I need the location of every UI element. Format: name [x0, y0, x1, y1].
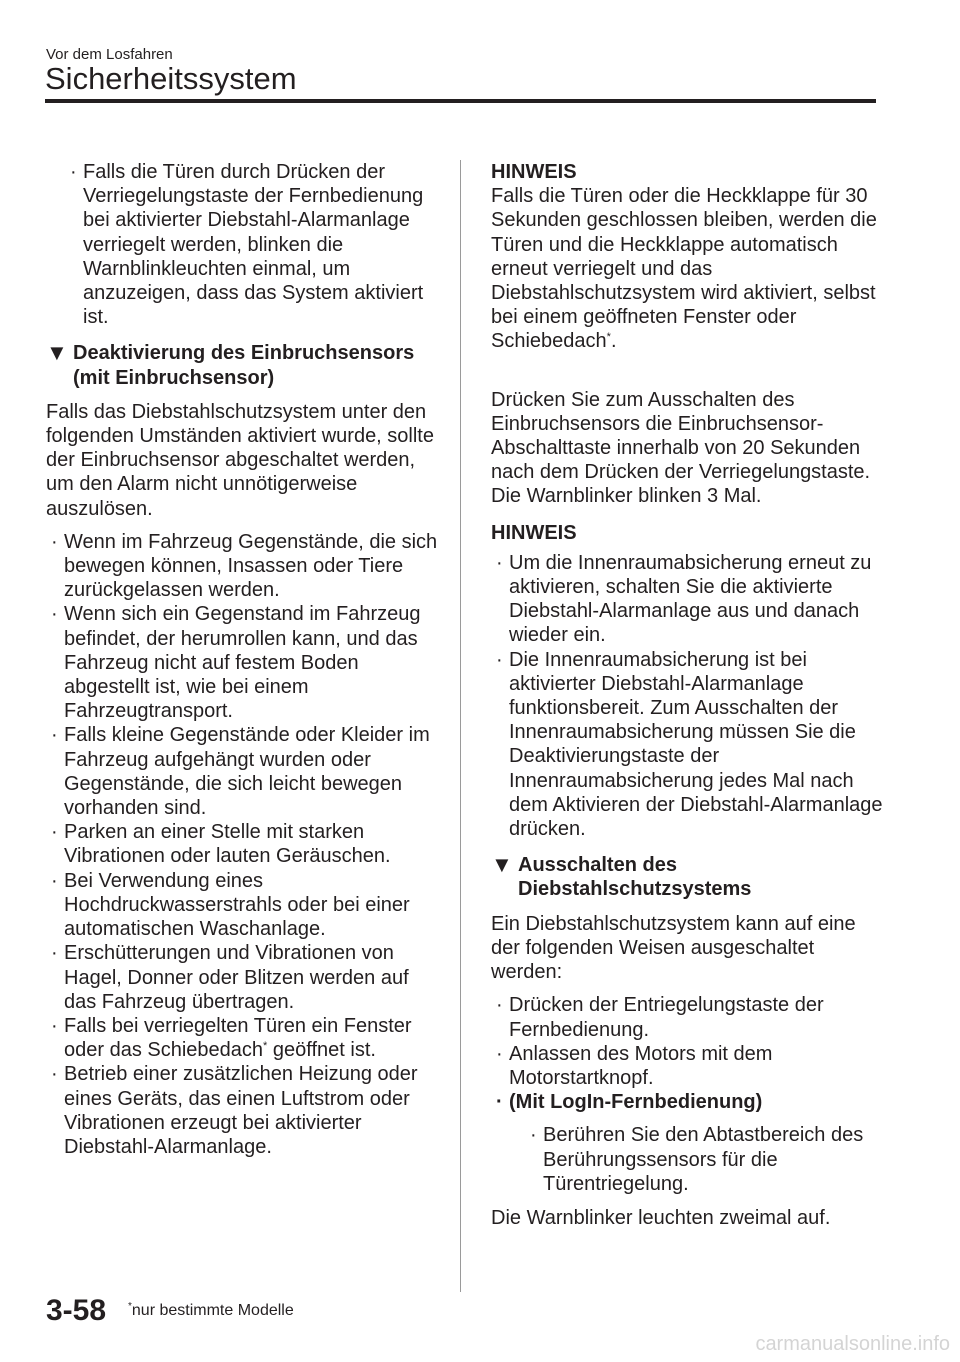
watermark: carmanualsonline.info — [755, 1333, 950, 1355]
header-rule — [45, 99, 876, 103]
note-label: HINWEIS — [491, 521, 577, 544]
section-body: Falls das Diebstahlschutzsystem unter den folgenden Umständen aktiviert wurde, sollte der Einbruchsensor abgeschaltet werden, um den Alarm nicht unnötigerweise auszulösen. — [46, 400, 434, 520]
list-item: · (Mit LogIn-Fernbedienung) — [509, 1090, 883, 1114]
footnote-marker: * — [128, 1301, 132, 1312]
instruction-paragraph: Drücken Sie zum Ausschalten des Einbruchsensors die Einbruchsensor-Abschalttaste innerhalb von 20 Sekunden nach dem Drücken der Verriegelungstaste. — [491, 388, 871, 484]
note-end: . — [610, 330, 617, 353]
section-title: Deaktivierung des Einbruchsensors (mit Einbruchsensor) — [73, 342, 415, 389]
list-item: · Falls kleine Gegenstände oder Kleider im Fahrzeug aufgehängt wurden oder Gegenstände, die sich leicht bewegen vorhanden sind. — [64, 723, 446, 820]
methods-list — [491, 993, 883, 1114]
footnote — [128, 1301, 294, 1321]
note-list — [491, 551, 883, 841]
list-item: · Wenn im Fahrzeug Gegenstände, die sich bewegen können, Insassen oder Tiere zurückgelassen werden. — [64, 530, 446, 603]
footnote-marker: * — [606, 331, 611, 344]
sub-list — [491, 1123, 883, 1196]
item-text: Falls bei verriegelten Türen ein Fenster oder das Schiebedach — [64, 1014, 412, 1062]
section-title: Ausschalten des Diebstahlschutzsystems — [518, 854, 752, 901]
section-body: Ein Diebstahlschutzsystem kann auf eine der folgenden Weisen ausgeschaltet werden: — [491, 912, 856, 984]
footnote-marker: * — [263, 1040, 268, 1053]
list-item: · Falls die Türen durch Drücken der Verriegelungstaste der Fernbedienung bei aktivierter Diebstahl-Alarmanlage verriegelt werden, blinken die Warnblinkleuchten einmal, um anzuzeigen, dass das System aktiviert ist. — [83, 160, 446, 329]
page-number: 3-58 — [46, 1294, 107, 1327]
triangle-marker-icon: ▼ — [46, 340, 68, 366]
list-item: · Wenn sich ein Gegenstand im Fahrzeug befindet, der herumrollen kann, und das Fahrzeug nicht auf festem Boden abgestellt ist, wie bei einem Fahrzeugtransport. — [64, 602, 446, 723]
note-label: HINWEIS — [491, 161, 577, 183]
right-column — [491, 160, 883, 1230]
conditions-list — [46, 530, 446, 1159]
list-item: · Parken an einer Stelle mit starken Vibrationen oder lauten Geräuschen. — [64, 820, 446, 868]
list-item: · Betrieb einer zusätzlichen Heizung oder eines Geräts, das einen Luftstrom oder Vibrationen erzeugt bei aktivierter Diebstahl-Alarmanlage. — [64, 1062, 446, 1159]
list-item: · Anlassen des Motors mit dem Motorstartknopf. — [509, 1042, 883, 1090]
closing-text: Die Warnblinker leuchten zweimal auf. — [491, 1206, 831, 1229]
triangle-marker-icon: ▼ — [491, 852, 513, 878]
intro-list — [46, 160, 446, 329]
footnote-text: nur bestimmte Modelle — [131, 1302, 294, 1319]
instruction-paragraph: Die Warnblinker blinken 3 Mal. — [491, 485, 762, 508]
list-item: · Drücken der Entriegelungstaste der Fernbedienung. — [509, 993, 883, 1041]
section-heading-deactivate — [46, 341, 446, 389]
list-item: · Berühren Sie den Abtastbereich des Berührungssensors für die Türentriegelung. — [543, 1123, 883, 1196]
column-divider — [460, 160, 461, 1292]
left-column — [46, 160, 446, 1159]
list-item: · Die Innenraumabsicherung ist bei aktivierter Diebstahl-Alarmanlage funktionsbereit. Zum Ausschalten der Innenraumabsicherung müssen Sie die Deaktivierungstaste der Innenraumabsicherung jedes Mal nach dem Aktivieren der Diebstahl-Alarmanlage drücken. — [509, 648, 883, 842]
page-title: Sicherheitssystem — [45, 61, 297, 96]
section-heading-disable — [491, 853, 883, 901]
header-subtitle: Vor dem Losfahren — [46, 46, 173, 63]
note-text — [491, 184, 883, 353]
item-text: geöffnet ist. — [272, 1039, 376, 1062]
list-item: · Erschütterungen und Vibrationen von Hagel, Donner oder Blitzen werden auf das Fahrzeug übertragen. — [64, 941, 446, 1014]
note-body: Falls die Türen oder die Heckklappe für 30 Sekunden geschlossen bleiben, werden die Türen und die Heckklappe automatisch erneut verriegelt und das Diebstahlschutzsystem wird aktiviert, selbst bei einem geöffneten Fenster oder Schiebedach — [491, 185, 877, 353]
list-item — [64, 1014, 446, 1062]
list-item: · Bei Verwendung eines Hochdruckwasserstrahls oder bei einer automatischen Waschanlage. — [64, 869, 446, 942]
list-item: · Um die Innenraumabsicherung erneut zu aktivieren, schalten Sie die aktivierte Diebstahl-Alarmanlage aus und danach wieder ein. — [509, 551, 883, 648]
